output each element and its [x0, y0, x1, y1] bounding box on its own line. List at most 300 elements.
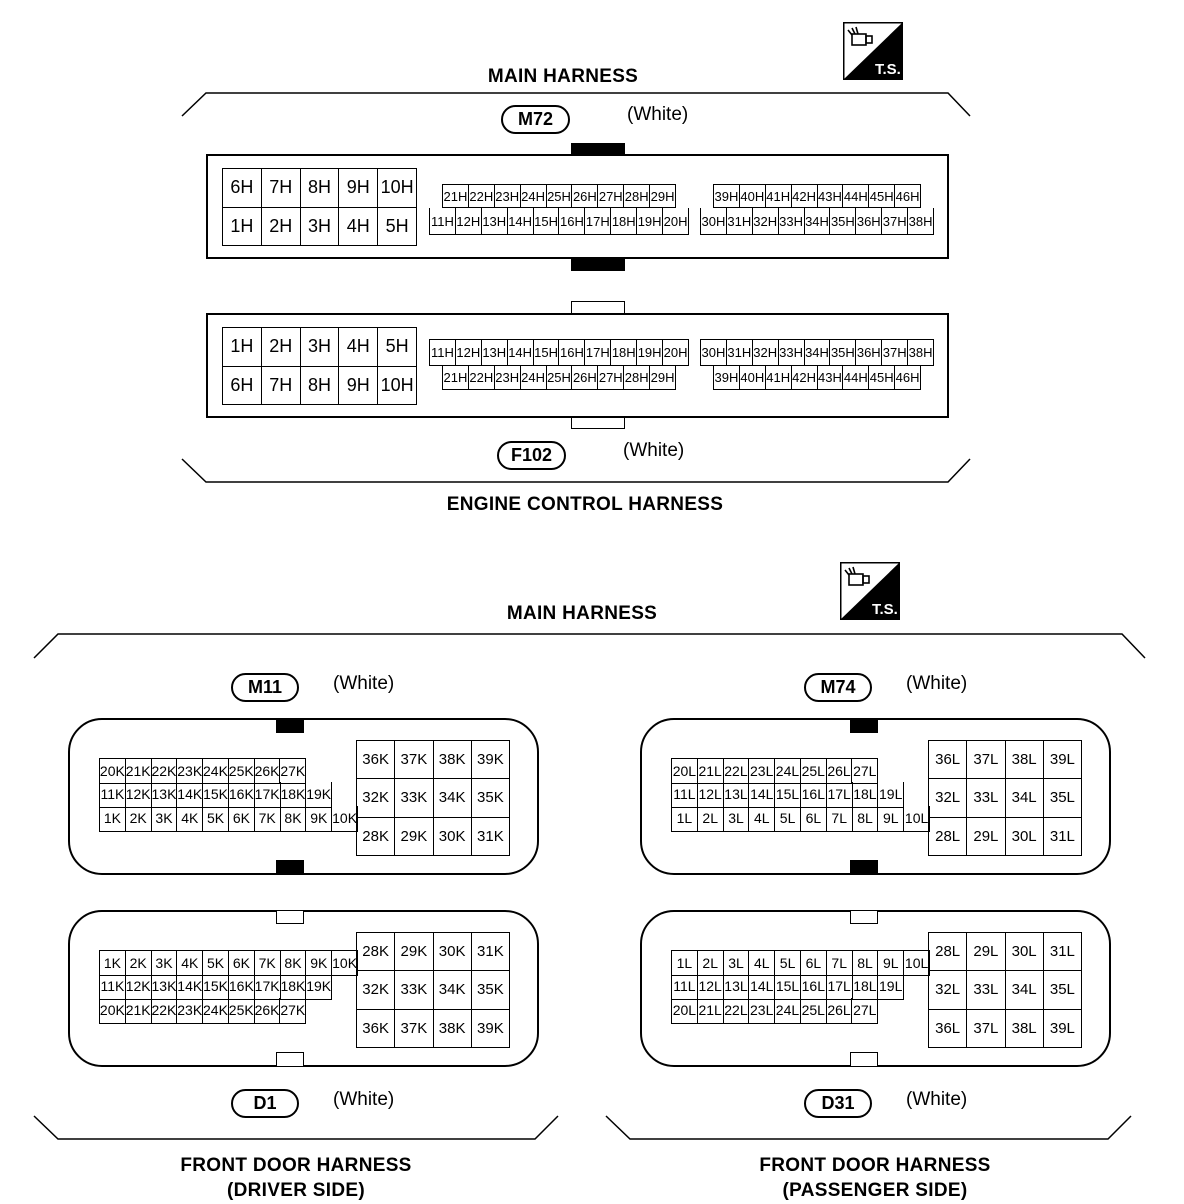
terminal-cell: 25H [547, 366, 573, 390]
terminal-cell: 37L [967, 741, 1005, 779]
terminal-cell: 26H [572, 185, 598, 208]
connector-lock-tab [571, 143, 625, 154]
terminal-cell: 19K [306, 974, 332, 1000]
terminal-cell: 5L [775, 951, 801, 976]
terminal-cell: 26L [827, 759, 853, 784]
terminal-cell: 28L [929, 818, 967, 856]
terminal-cell: 23L [749, 759, 775, 784]
terminal-cell: 17H [585, 340, 611, 366]
terminal-cell: 8K [281, 951, 307, 976]
terminal-cell: 32K [357, 779, 395, 817]
connector-lock-tab [571, 417, 625, 429]
terminal-cell: 6K [229, 951, 255, 976]
terminal-cell: 1L [672, 951, 698, 976]
terminal-cell: 34K [434, 971, 472, 1009]
terminal-cell: 1K [100, 806, 126, 832]
terminal-cell: 8L [853, 951, 879, 976]
terminal-cell: 2H [262, 208, 301, 247]
terminal-cell: 33L [967, 971, 1005, 1009]
terminal-cell: 16H [559, 208, 585, 235]
terminal-cell: 13L [724, 974, 750, 1000]
connector-id-f102: F102 [497, 441, 566, 470]
terminal-cell: 36H [856, 340, 882, 366]
terminal-cell: 35K [472, 779, 510, 817]
terminal-cell: 43H [818, 185, 844, 208]
terminal-cell: 35L [1044, 971, 1082, 1009]
terminal-cell: 4K [177, 951, 203, 976]
terminal-grid-large-m74 [928, 740, 1082, 856]
terminal-cell: 5H [378, 328, 417, 367]
connector-lock-tab [850, 720, 878, 733]
terminal-cell: 27H [598, 366, 624, 390]
terminal-cell: 20H [663, 340, 689, 366]
terminal-cell: 28K [357, 818, 395, 856]
terminal-cell: 10H [378, 169, 417, 208]
terminal-cell: 9H [339, 367, 378, 406]
terminal-grid-f102-right-row1 [700, 339, 934, 366]
terminal-grid-f102-large [222, 327, 417, 405]
terminal-cell: 41H [766, 185, 792, 208]
terminal-cell: 38K [434, 741, 472, 779]
svg-text:T.S.: T.S. [875, 61, 901, 78]
terminal-cell: 8L [853, 806, 879, 832]
terminal-cell: 40H [740, 366, 766, 390]
terminal-cell: 2K [126, 806, 152, 832]
terminal-cell: 3H [301, 208, 340, 247]
terminal-cell: 24L [775, 759, 801, 784]
terminal-cell: 8K [281, 806, 307, 832]
terminal-cell: 22L [724, 998, 750, 1024]
terminal-cell: 16L [801, 782, 827, 808]
connector-lock-tab [571, 259, 625, 271]
terminal-cell: 12K [126, 782, 152, 808]
terminal-row-m11 [99, 758, 306, 784]
terminal-cell: 36K [357, 741, 395, 779]
terminal-cell: 2K [126, 951, 152, 976]
terminal-grid-f102-mid-row2 [442, 366, 676, 390]
terminal-cell: 1H [223, 208, 262, 247]
terminal-cell: 35H [830, 340, 856, 366]
terminal-cell: 23H [495, 366, 521, 390]
terminal-cell: 16H [559, 340, 585, 366]
terminal-cell: 25K [229, 759, 255, 784]
terminal-cell: 16K [229, 782, 255, 808]
terminal-cell: 39K [472, 1010, 510, 1048]
terminal-cell: 36H [856, 208, 882, 235]
terminal-row-d31 [671, 974, 904, 1000]
terminal-cell: 17K [255, 782, 281, 808]
terminal-cell: 36K [357, 1010, 395, 1048]
terminal-cell: 13H [482, 340, 508, 366]
terminal-cell: 12H [456, 340, 482, 366]
terminal-cell: 7K [255, 806, 281, 832]
terminal-cell: 29K [395, 818, 433, 856]
terminal-cell: 11H [430, 340, 456, 366]
terminal-cell: 9H [339, 169, 378, 208]
terminal-cell: 39L [1044, 741, 1082, 779]
terminal-row-m74 [671, 758, 878, 784]
terminal-cell: 35H [830, 208, 856, 235]
terminal-cell: 8H [301, 367, 340, 406]
terminal-cell: 25L [801, 759, 827, 784]
terminal-cell: 15K [203, 782, 229, 808]
terminal-cell: 24K [203, 998, 229, 1024]
terminal-cell: 7H [262, 169, 301, 208]
terminal-cell: 27L [852, 998, 878, 1024]
terminal-cell: 20K [100, 759, 126, 784]
door-main-harness-title: MAIN HARNESS [506, 603, 658, 624]
connector-color-m11: (White) [333, 673, 395, 694]
terminal-cell: 31L [1044, 818, 1082, 856]
terminal-cell: 25H [547, 185, 573, 208]
connector-color-m74: (White) [906, 673, 968, 694]
terminal-cell: 5K [203, 806, 229, 832]
terminal-cell: 18L [853, 782, 879, 808]
terminal-cell: 35L [1044, 779, 1082, 817]
terminal-grid-m72-right-row2 [700, 208, 934, 235]
engine-control-harness-title: ENGINE CONTROL HARNESS [446, 494, 724, 515]
terminal-cell: 37L [967, 1010, 1005, 1048]
terminal-cell: 19H [637, 340, 663, 366]
terminal-cell: 27H [598, 185, 624, 208]
terminal-cell: 18K [281, 974, 307, 1000]
terminal-cell: 20L [672, 759, 698, 784]
terminal-cell: 29L [967, 933, 1005, 971]
terminal-cell: 15H [534, 208, 560, 235]
terminal-cell: 25L [801, 998, 827, 1024]
terminal-row-d1 [99, 974, 332, 1000]
terminal-cell: 33L [967, 779, 1005, 817]
terminal-cell: 27K [280, 759, 306, 784]
terminal-cell: 26K [255, 759, 281, 784]
terminal-grid-f102-mid-row1 [429, 339, 689, 366]
terminal-cell: 26L [827, 998, 853, 1024]
terminal-cell: 3K [152, 951, 178, 976]
terminal-cell: 10L [904, 951, 930, 976]
terminal-cell: 5L [775, 806, 801, 832]
terminal-cell: 9L [878, 806, 904, 832]
terminal-cell: 24L [775, 998, 801, 1024]
terminal-cell: 23K [177, 998, 203, 1024]
terminal-cell: 16K [229, 974, 255, 1000]
terminal-cell: 19H [637, 208, 663, 235]
terminal-cell: 27K [280, 998, 306, 1024]
terminal-cell: 32H [753, 208, 779, 235]
terminal-cell: 31K [472, 818, 510, 856]
terminal-cell: 33H [779, 208, 805, 235]
terminal-cell: 11L [672, 974, 698, 1000]
terminal-cell: 13K [152, 782, 178, 808]
terminal-side-icon [843, 22, 903, 80]
terminal-cell: 17L [827, 782, 853, 808]
terminal-cell: 37K [395, 1010, 433, 1048]
terminal-cell: 11K [100, 974, 126, 1000]
terminal-cell: 21K [126, 998, 152, 1024]
terminal-cell: 31L [1044, 933, 1082, 971]
terminal-cell: 13K [152, 974, 178, 1000]
terminal-cell: 32L [929, 779, 967, 817]
terminal-cell: 3K [152, 806, 178, 832]
terminal-cell: 20L [672, 998, 698, 1024]
connector-id-d1: D1 [231, 1089, 299, 1118]
terminal-cell: 32K [357, 971, 395, 1009]
terminal-grid-m72-large [222, 168, 417, 246]
terminal-cell: 14K [177, 974, 203, 1000]
terminal-cell: 31H [727, 340, 753, 366]
terminal-cell: 14H [508, 340, 534, 366]
terminal-cell: 44H [843, 366, 869, 390]
terminal-cell: 21H [443, 366, 469, 390]
connector-color-d31: (White) [906, 1089, 968, 1110]
terminal-cell: 31H [727, 208, 753, 235]
terminal-cell: 24H [521, 366, 547, 390]
terminal-cell: 33K [395, 971, 433, 1009]
terminal-cell: 34L [1006, 779, 1044, 817]
terminal-row-m74 [671, 806, 930, 832]
terminal-cell: 15K [203, 974, 229, 1000]
terminal-cell: 30L [1006, 933, 1044, 971]
terminal-cell: 3L [724, 806, 750, 832]
terminal-cell: 38H [908, 208, 934, 235]
ecm-main-harness-title: MAIN HARNESS [487, 66, 639, 87]
terminal-cell: 14L [749, 974, 775, 1000]
connector-id-m74: M74 [804, 673, 872, 702]
terminal-cell: 23L [749, 998, 775, 1024]
terminal-cell: 17H [585, 208, 611, 235]
terminal-cell: 11K [100, 782, 126, 808]
terminal-cell: 3L [724, 951, 750, 976]
connector-lock-tab [276, 860, 304, 874]
terminal-cell: 29H [650, 185, 676, 208]
terminal-row-d1 [99, 998, 306, 1024]
terminal-cell: 20K [100, 998, 126, 1024]
terminal-cell: 2L [698, 806, 724, 832]
terminal-cell: 2L [698, 951, 724, 976]
terminal-cell: 4H [339, 328, 378, 367]
terminal-cell: 5H [378, 208, 417, 247]
terminal-cell: 7L [827, 806, 853, 832]
driver-side-label: (DRIVER SIDE) [227, 1180, 365, 1201]
terminal-cell: 14L [749, 782, 775, 808]
terminal-cell: 45H [869, 185, 895, 208]
terminal-cell: 10K [332, 951, 358, 976]
terminal-cell: 42H [792, 185, 818, 208]
connector-id-m11: M11 [231, 673, 299, 702]
terminal-cell: 25K [229, 998, 255, 1024]
terminal-cell: 12L [698, 974, 724, 1000]
terminal-cell: 28K [357, 933, 395, 971]
terminal-grid-large-d31 [928, 932, 1082, 1048]
terminal-cell: 10L [904, 806, 930, 832]
terminal-cell: 46H [895, 366, 921, 390]
connector-lock-tab [850, 1052, 878, 1067]
terminal-cell: 30H [701, 340, 727, 366]
terminal-row-m11 [99, 806, 358, 832]
terminal-cell: 34H [805, 340, 831, 366]
terminal-cell: 12K [126, 974, 152, 1000]
terminal-cell: 34H [805, 208, 831, 235]
terminal-cell: 1H [223, 328, 262, 367]
terminal-cell: 42H [792, 366, 818, 390]
terminal-grid-large-d1 [356, 932, 510, 1048]
terminal-cell: 7K [255, 951, 281, 976]
passenger-side-harness-title: FRONT DOOR HARNESS [759, 1155, 991, 1176]
terminal-cell: 22K [152, 759, 178, 784]
terminal-cell: 16L [801, 974, 827, 1000]
terminal-cell: 34L [1006, 971, 1044, 1009]
terminal-cell: 22K [152, 998, 178, 1024]
terminal-grid-large-m11 [356, 740, 510, 856]
terminal-cell: 18K [281, 782, 307, 808]
terminal-grid-m72-mid-row2 [429, 208, 689, 235]
terminal-cell: 3H [301, 328, 340, 367]
terminal-cell: 32H [753, 340, 779, 366]
terminal-cell: 14H [508, 208, 534, 235]
terminal-cell: 44H [843, 185, 869, 208]
terminal-cell: 41H [766, 366, 792, 390]
terminal-grid-m72-right-row1 [713, 184, 921, 208]
terminal-cell: 10K [332, 806, 358, 832]
terminal-cell: 18H [611, 340, 637, 366]
terminal-cell: 29L [967, 818, 1005, 856]
connector-color-f102: (White) [623, 440, 685, 461]
connector-id-d31: D31 [804, 1089, 872, 1118]
terminal-cell: 20H [663, 208, 689, 235]
terminal-cell: 39K [472, 741, 510, 779]
terminal-cell: 15H [534, 340, 560, 366]
connector-color-d1: (White) [333, 1089, 395, 1110]
terminal-cell: 12L [698, 782, 724, 808]
terminal-cell: 33H [779, 340, 805, 366]
terminal-cell: 28H [624, 366, 650, 390]
connector-lock-tab [850, 910, 878, 924]
terminal-cell: 40H [740, 185, 766, 208]
terminal-cell: 22H [469, 366, 495, 390]
terminal-cell: 4L [749, 806, 775, 832]
terminal-cell: 11H [430, 208, 456, 235]
terminal-cell: 15L [775, 782, 801, 808]
terminal-cell: 45H [869, 366, 895, 390]
terminal-cell: 4K [177, 806, 203, 832]
terminal-cell: 1K [100, 951, 126, 976]
terminal-cell: 6K [229, 806, 255, 832]
connector-lock-tab [276, 1052, 304, 1067]
terminal-cell: 6H [223, 169, 262, 208]
terminal-cell: 29H [650, 366, 676, 390]
terminal-cell: 38L [1006, 741, 1044, 779]
connector-lock-tab [276, 910, 304, 924]
terminal-cell: 13L [724, 782, 750, 808]
terminal-cell: 8H [301, 169, 340, 208]
terminal-row-d31 [671, 950, 930, 976]
terminal-grid-m72-mid-row1 [442, 184, 676, 208]
terminal-cell: 39L [1044, 1010, 1082, 1048]
terminal-cell: 7H [262, 367, 301, 406]
terminal-cell: 26H [572, 366, 598, 390]
terminal-cell: 23K [177, 759, 203, 784]
terminal-row-d1 [99, 950, 358, 976]
terminal-cell: 6L [801, 951, 827, 976]
terminal-cell: 4H [339, 208, 378, 247]
terminal-cell: 30K [434, 818, 472, 856]
terminal-cell: 9L [878, 951, 904, 976]
terminal-cell: 21K [126, 759, 152, 784]
terminal-cell: 31K [472, 933, 510, 971]
terminal-cell: 7L [827, 951, 853, 976]
terminal-cell: 39H [714, 185, 740, 208]
terminal-row-m11 [99, 782, 332, 808]
terminal-cell: 4L [749, 951, 775, 976]
connector-id-m72: M72 [501, 105, 570, 134]
terminal-cell: 1L [672, 806, 698, 832]
terminal-cell: 23H [495, 185, 521, 208]
terminal-cell: 21L [698, 759, 724, 784]
terminal-cell: 14K [177, 782, 203, 808]
terminal-cell: 43H [818, 366, 844, 390]
terminal-cell: 9K [306, 951, 332, 976]
terminal-cell: 11L [672, 782, 698, 808]
terminal-cell: 30K [434, 933, 472, 971]
terminal-row-m74 [671, 782, 904, 808]
terminal-cell: 38L [1006, 1010, 1044, 1048]
terminal-cell: 22L [724, 759, 750, 784]
terminal-cell: 21L [698, 998, 724, 1024]
connector-lock-tab [571, 301, 625, 314]
terminal-cell: 24K [203, 759, 229, 784]
terminal-cell: 18L [853, 974, 879, 1000]
terminal-cell: 17K [255, 974, 281, 1000]
terminal-cell: 19K [306, 782, 332, 808]
terminal-cell: 22H [469, 185, 495, 208]
terminal-cell: 46H [895, 185, 921, 208]
terminal-cell: 6L [801, 806, 827, 832]
terminal-cell: 36L [929, 1010, 967, 1048]
terminal-cell: 15L [775, 974, 801, 1000]
terminal-cell: 6H [223, 367, 262, 406]
svg-text:T.S.: T.S. [872, 601, 898, 618]
terminal-row-d31 [671, 998, 878, 1024]
terminal-cell: 29K [395, 933, 433, 971]
passenger-side-label: (PASSENGER SIDE) [782, 1180, 968, 1201]
terminal-cell: 19L [878, 974, 904, 1000]
driver-side-harness-title: FRONT DOOR HARNESS [180, 1155, 412, 1176]
terminal-cell: 39H [714, 366, 740, 390]
terminal-cell: 28L [929, 933, 967, 971]
terminal-cell: 26K [255, 998, 281, 1024]
terminal-cell: 37K [395, 741, 433, 779]
terminal-cell: 24H [521, 185, 547, 208]
terminal-cell: 2H [262, 328, 301, 367]
terminal-cell: 37H [882, 340, 908, 366]
terminal-cell: 36L [929, 741, 967, 779]
terminal-cell: 38H [908, 340, 934, 366]
terminal-cell: 19L [878, 782, 904, 808]
terminal-cell: 27L [852, 759, 878, 784]
connector-color-m72: (White) [627, 104, 689, 125]
terminal-cell: 17L [827, 974, 853, 1000]
terminal-cell: 5K [203, 951, 229, 976]
terminal-cell: 35K [472, 971, 510, 1009]
terminal-cell: 13H [482, 208, 508, 235]
terminal-cell: 33K [395, 779, 433, 817]
terminal-cell: 38K [434, 1010, 472, 1048]
terminal-side-icon [840, 562, 900, 620]
terminal-cell: 34K [434, 779, 472, 817]
connector-lock-tab [276, 720, 304, 733]
terminal-cell: 21H [443, 185, 469, 208]
terminal-cell: 9K [306, 806, 332, 832]
terminal-cell: 37H [882, 208, 908, 235]
